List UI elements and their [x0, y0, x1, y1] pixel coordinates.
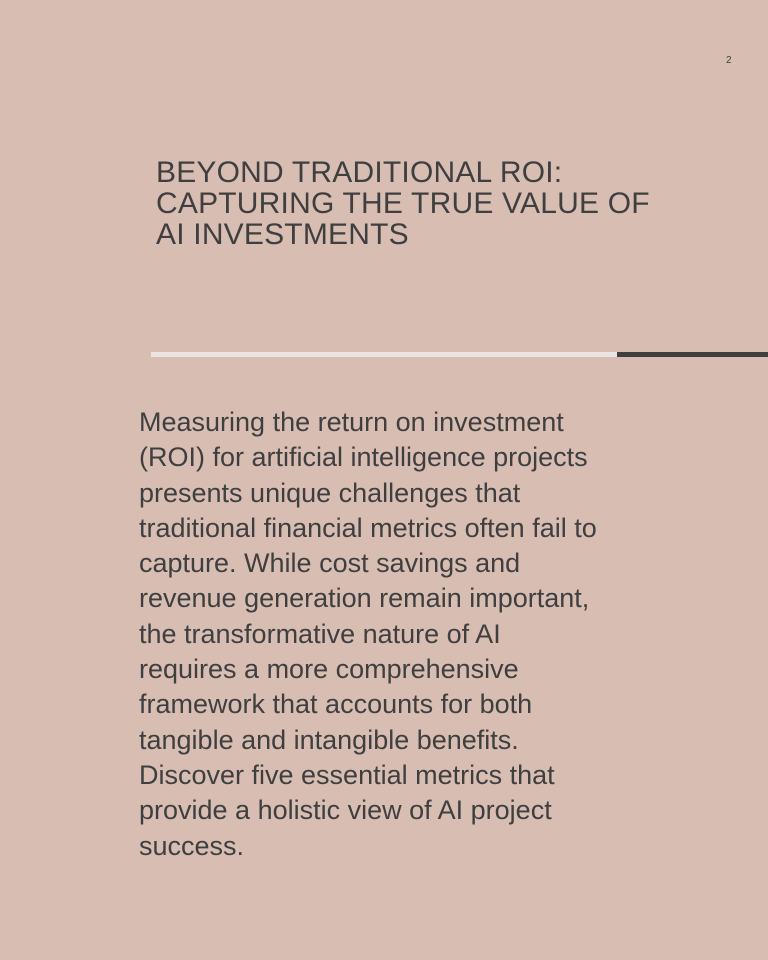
slide-title: BEYOND TRADITIONAL ROI: CAPTURING THE TRUE VALUE OF AI INVESTMENTS [156, 156, 650, 251]
page-number: 2 [726, 55, 732, 66]
divider-dark-segment [617, 352, 768, 357]
slide-body-text: Measuring the return on investment (ROI) for artificial intelligence projects presents unique challenges that traditional financial metrics often fail to capture. While cost savings and revenue generation remain important, the transformative nature of AI requires a more comprehensive framework that accounts for both tangible and intangible benefits. Discover five essential metrics that provide a holistic view of AI project success. [139, 407, 597, 861]
divider-light-segment [151, 352, 617, 357]
